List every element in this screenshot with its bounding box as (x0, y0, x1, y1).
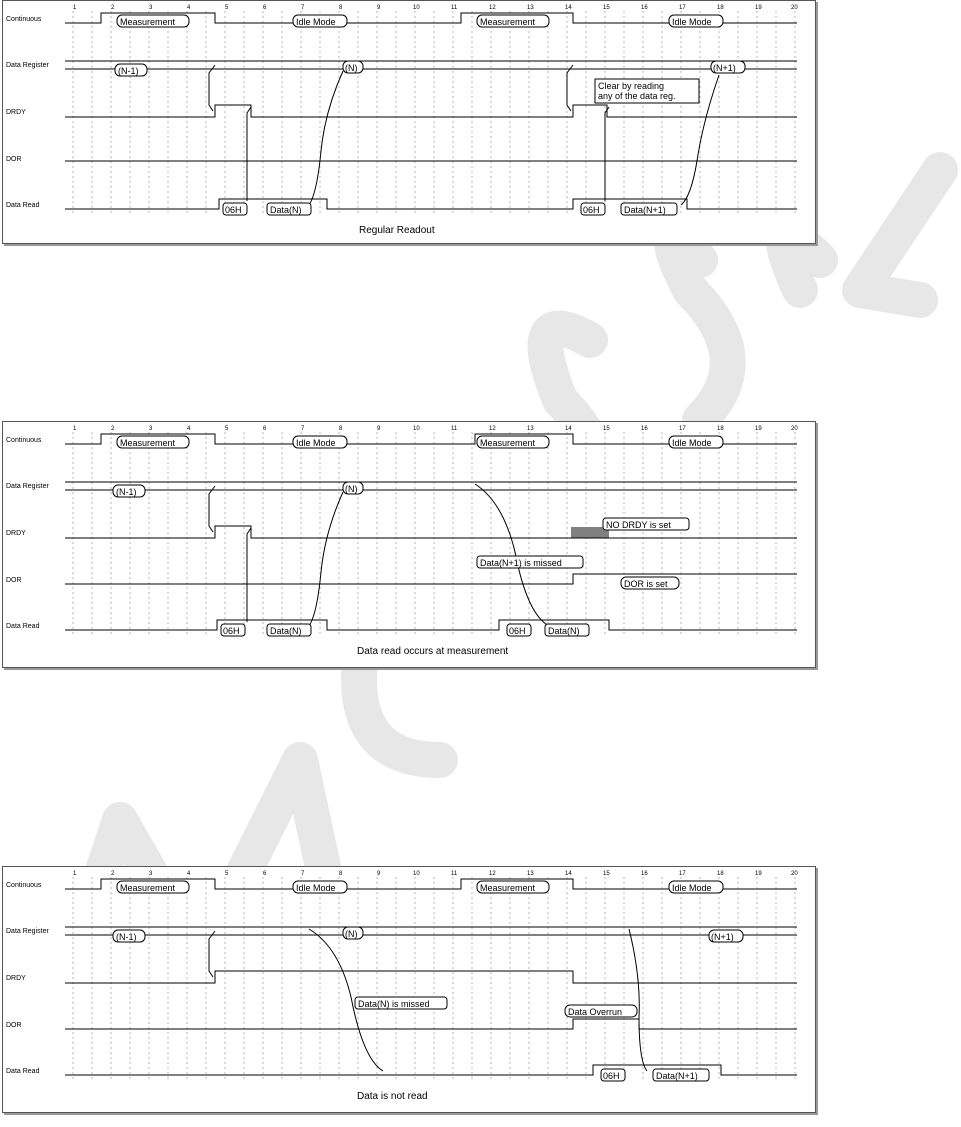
tick-label: 12 (489, 5, 496, 11)
idle-mode-label: Idle Mode (672, 883, 712, 893)
arrow-n-to-read (309, 71, 343, 205)
tick-label: 16 (641, 426, 648, 432)
grid-lines (73, 877, 795, 1081)
tick-label: 17 (679, 5, 686, 11)
idle-mode-label: Idle Mode (672, 17, 712, 27)
tick-labels (73, 426, 798, 432)
row-label-data-read: Data Read (6, 623, 40, 630)
timing-svg-3 (3, 867, 815, 1112)
signal-labels (115, 15, 745, 215)
read-label: 06H (583, 205, 600, 215)
row-label-data-read: Data Read (6, 1068, 40, 1075)
tick-label: 2 (111, 871, 115, 877)
tick-label: 14 (565, 5, 572, 11)
arrow-read-clears-drdy-2 (605, 107, 609, 201)
read-label: Data(N+1) (656, 1071, 698, 1081)
tick-label: 11 (451, 5, 458, 11)
tick-label: 11 (451, 871, 458, 877)
tick-label: 18 (717, 871, 724, 877)
drdy-signal (65, 971, 797, 983)
tick-label: 1 (73, 426, 77, 432)
tick-label: 15 (603, 871, 610, 877)
timing-svg-2 (3, 422, 815, 667)
note-label: any of the data reg. (598, 91, 676, 101)
row-label-dor: DOR (6, 156, 22, 163)
tick-label: 6 (263, 426, 267, 432)
tick-label: 2 (111, 5, 115, 11)
tick-label: 19 (755, 871, 762, 877)
register-value-label: (N-1) (116, 932, 137, 942)
idle-mode-label: Idle Mode (296, 17, 336, 27)
waveforms (65, 13, 797, 209)
idle-mode-label: Idle Mode (296, 883, 336, 893)
tick-label: 16 (641, 5, 648, 11)
register-value-label: (N+1) (713, 63, 736, 73)
read-label: Data(N) (270, 626, 302, 636)
read-label: 06H (223, 626, 240, 636)
row-label-data-read: Data Read (6, 202, 40, 209)
overrun-label: Data Overrun (568, 1007, 623, 1017)
arrow-overrun-to-read (629, 929, 647, 1071)
measurement-label: Measurement (120, 883, 176, 893)
register-value-label: (N-1) (118, 66, 139, 76)
tick-label: 20 (791, 426, 798, 432)
tick-label: 3 (149, 426, 153, 432)
read-label: Data(N) (270, 205, 302, 215)
tick-label: 12 (489, 426, 496, 432)
tick-label: 19 (755, 426, 762, 432)
tick-label: 6 (263, 5, 267, 11)
tick-label: 19 (755, 5, 762, 11)
tick-label: 12 (489, 871, 496, 877)
tick-label: 3 (149, 5, 153, 11)
idle-mode-label: Idle Mode (296, 438, 336, 448)
arrow-n-to-read (309, 492, 343, 626)
missed-label: Data(N+1) is missed (480, 558, 562, 568)
arrow-register-to-drdy (209, 931, 215, 977)
row-label-continuous: Continuous (6, 16, 42, 23)
tick-label: 14 (565, 871, 572, 877)
tick-label: 9 (377, 5, 381, 11)
waveforms (65, 879, 797, 1075)
register-value-label: (N-1) (116, 487, 137, 497)
idle-mode-label: Idle Mode (672, 438, 712, 448)
tick-label: 8 (339, 871, 343, 877)
note-label: Clear by reading (598, 81, 665, 91)
tick-label: 20 (791, 871, 798, 877)
arrow-register-to-drdy (209, 486, 215, 532)
row-label-drdy: DRDY (6, 530, 26, 537)
diagram-caption: Data read occurs at measurement (357, 646, 509, 657)
tick-label: 8 (339, 426, 343, 432)
row-label-dor: DOR (6, 1022, 22, 1029)
tick-label: 14 (565, 426, 572, 432)
tick-label: 11 (451, 426, 458, 432)
tick-label: 4 (187, 5, 191, 11)
measurement-label: Measurement (120, 17, 176, 27)
tick-label: 1 (73, 5, 77, 11)
tick-label: 4 (187, 426, 191, 432)
tick-label: 17 (679, 871, 686, 877)
tick-label: 15 (603, 426, 610, 432)
measurement-label: Measurement (120, 438, 176, 448)
tick-label: 18 (717, 426, 724, 432)
tick-label: 20 (791, 5, 798, 11)
register-value-label: (N) (345, 63, 358, 73)
timing-diagram-read-during-measurement (2, 421, 816, 668)
tick-label: 13 (527, 5, 534, 11)
missed-label: Data(N) is missed (358, 999, 430, 1009)
tick-label: 13 (527, 871, 534, 877)
tick-label: 18 (717, 5, 724, 11)
tick-label: 6 (263, 871, 267, 877)
register-value-label: (N) (345, 929, 358, 939)
arrow-read-clears-drdy (247, 107, 251, 201)
arrow-register-to-drdy (209, 65, 215, 111)
row-label-data-register: Data Register (6, 62, 49, 69)
signal-labels (113, 436, 723, 636)
tick-label: 5 (225, 5, 229, 11)
tick-label: 9 (377, 426, 381, 432)
tick-label: 3 (149, 871, 153, 877)
tick-label: 16 (641, 871, 648, 877)
register-value-label: (N) (345, 484, 358, 494)
measurement-label: Measurement (480, 883, 536, 893)
tick-labels (73, 871, 798, 877)
read-label: Data(N+1) (624, 205, 666, 215)
row-label-dor: DOR (6, 577, 22, 584)
grid-lines (73, 432, 795, 636)
dor-signal (65, 1019, 797, 1029)
tick-label: 5 (225, 871, 229, 877)
tick-label: 15 (603, 5, 610, 11)
dor-signal (65, 574, 797, 584)
read-label: 06H (603, 1071, 620, 1081)
tick-label: 8 (339, 5, 343, 11)
tick-label: 13 (527, 426, 534, 432)
row-labels (6, 16, 49, 209)
tick-label: 10 (413, 871, 420, 877)
no-drdy-label: NO DRDY is set (606, 520, 671, 530)
read-label: 06H (225, 205, 242, 215)
row-label-continuous: Continuous (6, 882, 42, 889)
row-label-continuous: Continuous (6, 437, 42, 444)
drdy-signal (65, 105, 797, 117)
dor-set-label: DOR is set (624, 579, 668, 589)
tick-label: 7 (301, 426, 305, 432)
grid-lines (73, 11, 795, 213)
measurement-label: Measurement (480, 438, 536, 448)
tick-label: 1 (73, 871, 77, 877)
timing-diagram-regular-readout (2, 0, 816, 244)
data-read-signal (65, 199, 797, 209)
timing-svg-1 (3, 1, 815, 243)
waveforms (65, 434, 797, 630)
row-labels (6, 882, 49, 1075)
timing-diagram-data-not-read (2, 866, 816, 1113)
tick-label: 17 (679, 426, 686, 432)
register-value-label: (N+1) (711, 932, 734, 942)
tick-label: 10 (413, 426, 420, 432)
read-label: Data(N) (548, 626, 580, 636)
read-label: 06H (509, 626, 526, 636)
arrow-missed-data (475, 484, 549, 626)
tick-label: 2 (111, 426, 115, 432)
tick-label: 5 (225, 426, 229, 432)
tick-label: 7 (301, 5, 305, 11)
tick-label: 10 (413, 5, 420, 11)
row-label-data-register: Data Register (6, 928, 49, 935)
diagram-caption: Regular Readout (359, 225, 435, 236)
tick-labels (73, 5, 798, 11)
tick-label: 9 (377, 871, 381, 877)
signal-labels (113, 881, 743, 1081)
row-label-drdy: DRDY (6, 975, 26, 982)
row-label-drdy: DRDY (6, 109, 26, 116)
arrow-read-clears-drdy (247, 528, 251, 622)
measurement-label: Measurement (480, 17, 536, 27)
tick-label: 4 (187, 871, 191, 877)
arrow-register-to-drdy-2 (567, 65, 573, 111)
diagram-caption: Data is not read (357, 1091, 428, 1102)
row-labels (6, 437, 49, 630)
tick-label: 7 (301, 871, 305, 877)
row-label-data-register: Data Register (6, 483, 49, 490)
data-read-signal (65, 620, 797, 630)
